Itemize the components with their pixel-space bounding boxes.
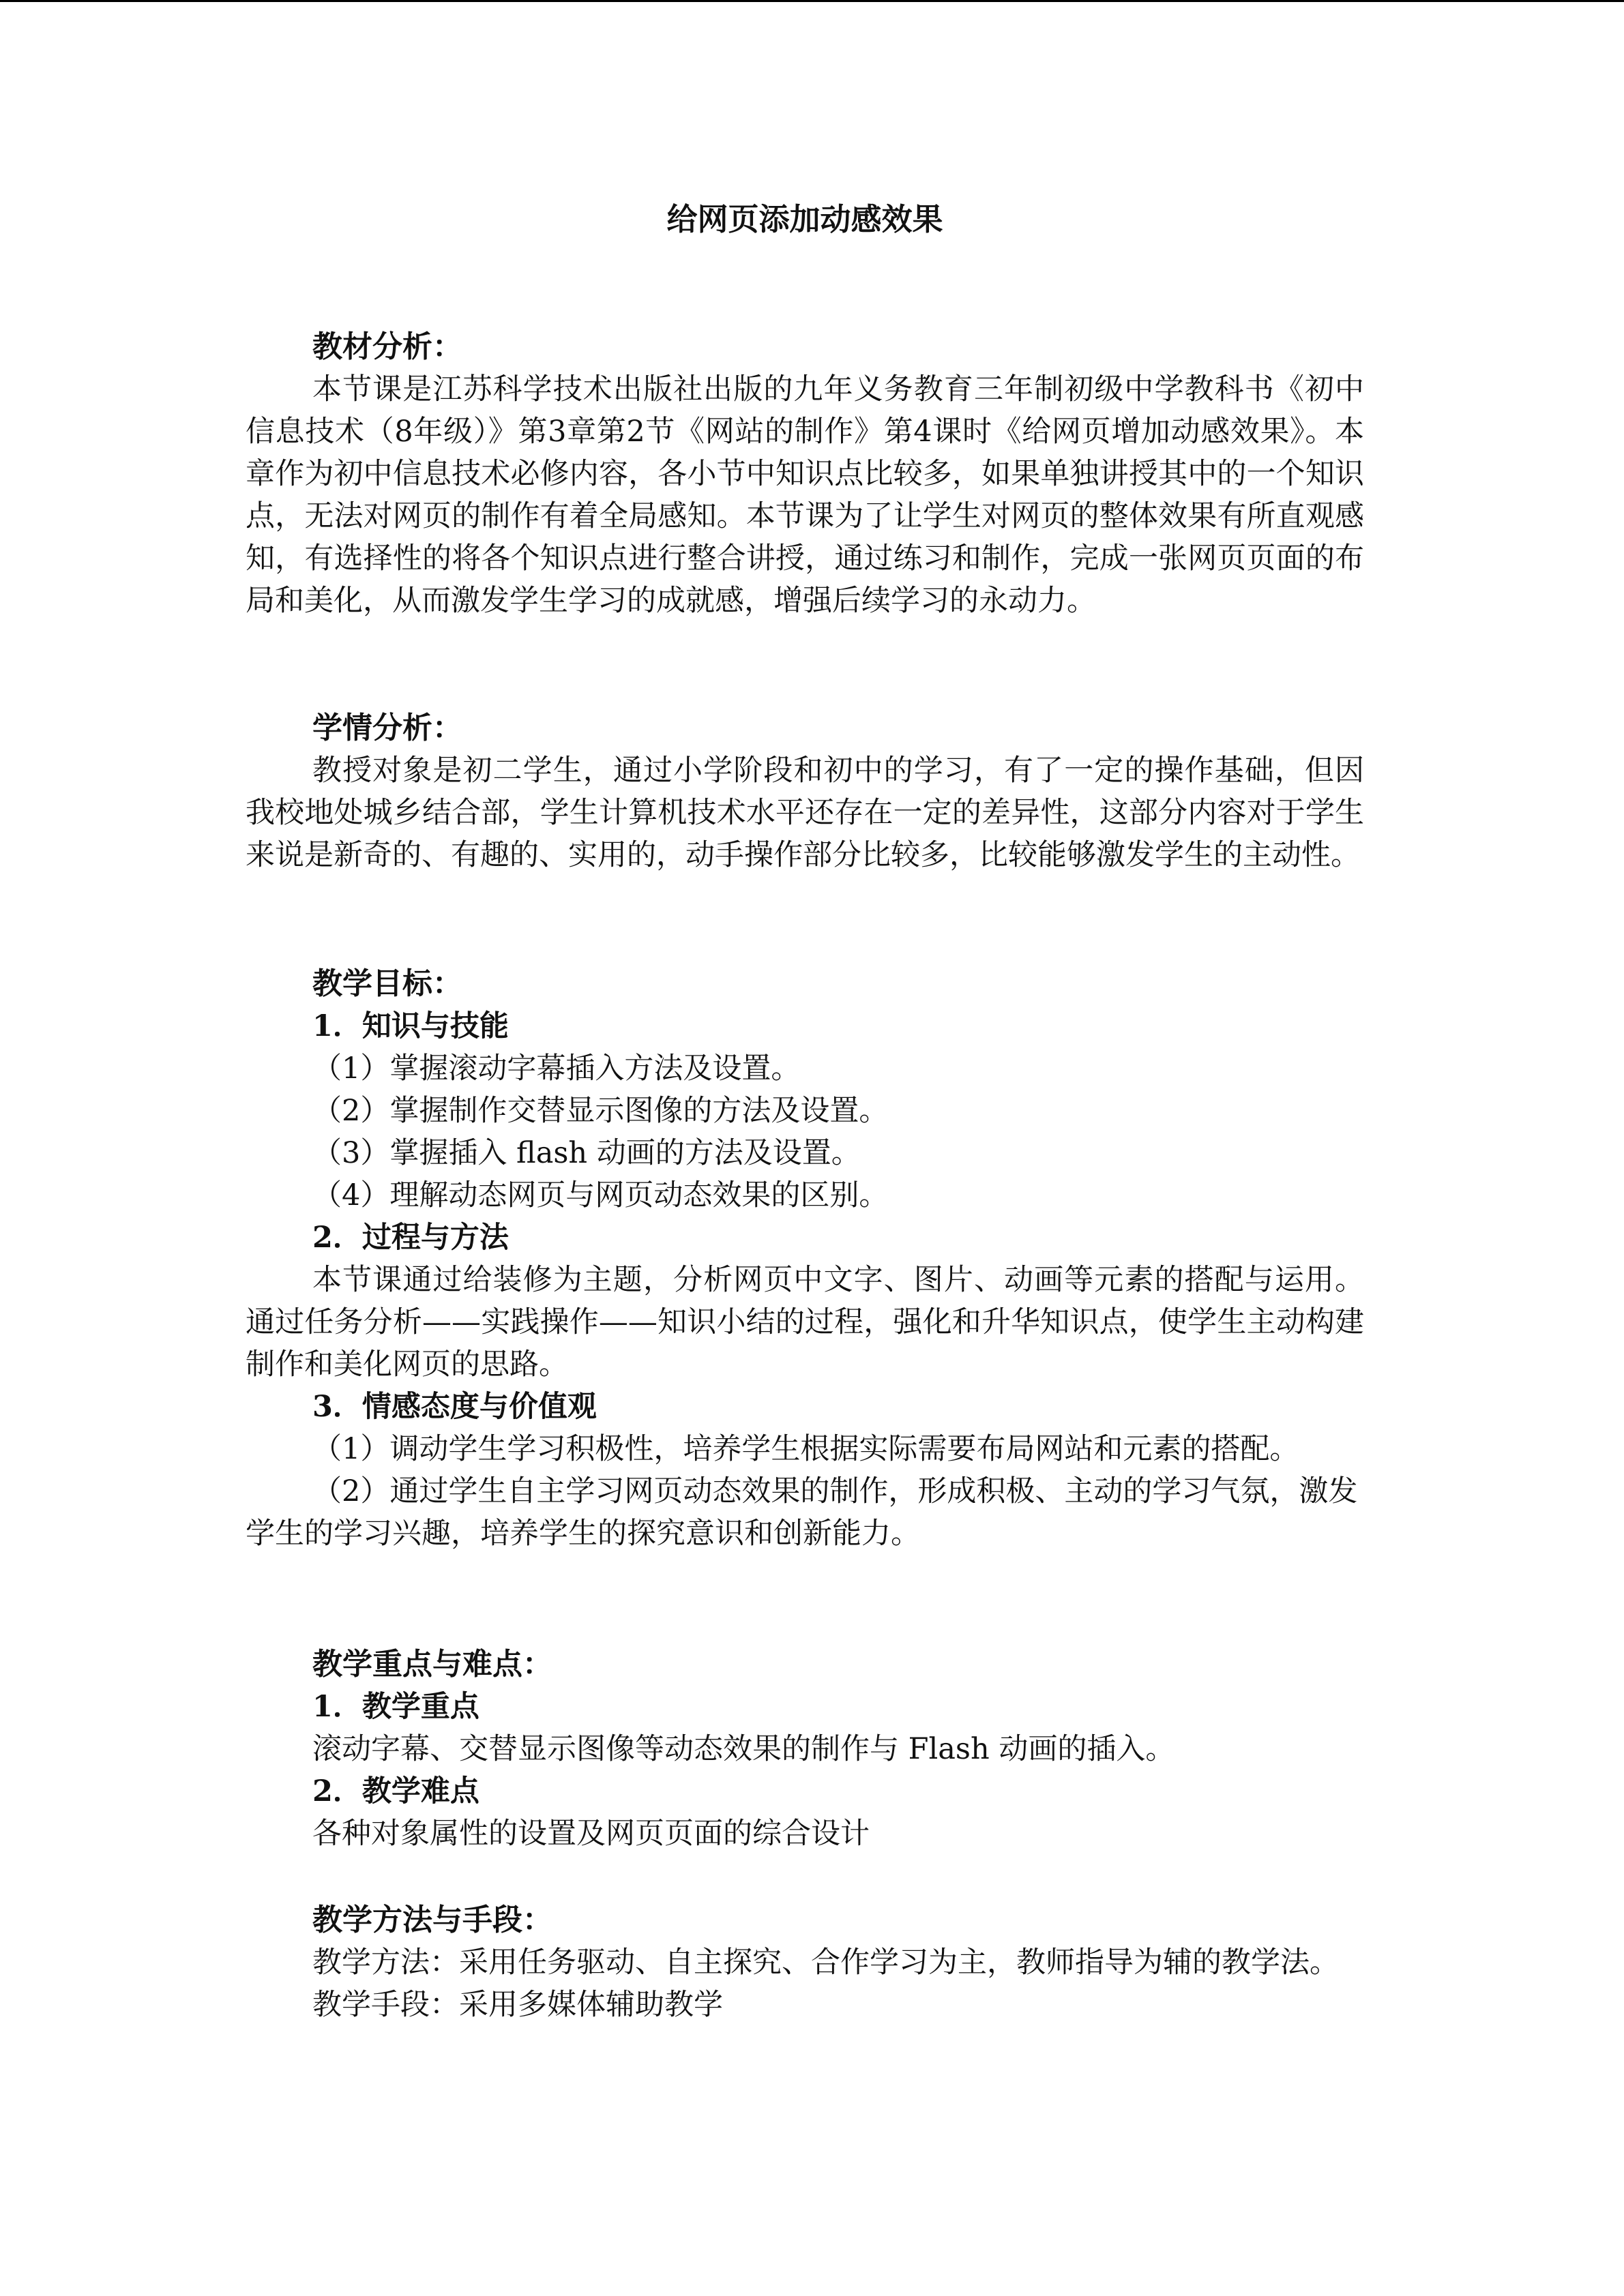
section-paragraph: 本节课是江苏科学技术出版社出版的九年义务教育三年制初级中学教科书《初中信息技术（8年级）》第3章第2节《网站的制作》第4课时《给网页增加动感效果》。本章作为初中信息技术必修内容，各小节中知识点比较多，如果单独讲授其中的一个知识点，无法对网页的制作有着全局感知。本节课为了让学生对网页的整体效果有所直观感知，有选择性的将各个知识点进行整合讲授，通过练习和制作，完成一张网页页面的布局和美化，从而激发学生学习的成就感，增强后续学习的永动力。 <box>246 372 1364 618</box>
list-item: （2）通过学生自主学习网页动态效果的制作，形成积极、主动的学习气氛，激发学生的学习兴趣，培养学生的探究意识和创新能力。 <box>246 1474 1358 1551</box>
list-item: （1）掌握滚动字幕插入方法及设置。 <box>312 1052 801 1086</box>
top-border-line <box>0 0 1624 2</box>
difficulty-text: 各种对象属性的设置及网页页面的综合设计 <box>312 1817 870 1851</box>
teaching-method-text: 教学方法：采用任务驱动、自主探究、合作学习为主，教师指导为辅的教学法。 <box>312 1945 1339 1980</box>
section-paragraph: 教授对象是初二学生，通过小学阶段和初中的学习，有了一定的操作基础，但因我校地处城乡结合部，学生计算机技术水平还存在一定的差异性，这部分内容对于学生来说是新奇的、有趣的、实用的，动手操作部分比较多，比较能够激发学生的主动性。 <box>246 754 1364 872</box>
key-focus-text: 滚动字幕、交替显示图像等动态效果的制作与 Flash 动画的插入。 <box>312 1732 1175 1766</box>
list-item: （4）理解动态网页与网页动态效果的区别。 <box>312 1178 889 1212</box>
section-material-analysis <box>246 326 1364 622</box>
section-key-points <box>246 1643 1364 1855</box>
section-heading: 教材分析： <box>312 329 462 364</box>
section-heading: 教学重点与难点： <box>312 1647 552 1682</box>
subheading-key-focus: 1．教学重点 <box>312 1690 479 1724</box>
section-student-analysis <box>246 707 1364 876</box>
document-title: 给网页添加动感效果 <box>666 201 943 237</box>
subheading-knowledge-skills: 1．知识与技能 <box>312 1009 509 1043</box>
teaching-means-text: 教学手段：采用多媒体辅助教学 <box>312 1988 723 2022</box>
section-methods <box>246 1899 1364 2026</box>
subheading-attitude-values: 3．情感态度与价值观 <box>312 1390 597 1424</box>
subheading-process-method: 2．过程与方法 <box>312 1221 509 1255</box>
section-heading: 教学目标： <box>312 966 462 1001</box>
list-item: （2）掌握制作交替显示图像的方法及设置。 <box>312 1094 889 1128</box>
subheading-difficulty: 2．教学难点 <box>312 1774 479 1808</box>
section-heading: 教学方法与手段： <box>312 1903 552 1937</box>
section-teaching-goals <box>246 963 1364 1555</box>
section-paragraph: 本节课通过给装修为主题，分析网页中文字、图片、动画等元素的搭配与运用。通过任务分析——实践操作——知识小结的过程，强化和升华知识点，使学生主动构建制作和美化网页的思路。 <box>246 1263 1364 1382</box>
list-item: （1）调动学生学习积极性，培养学生根据实际需要布局网站和元素的搭配。 <box>312 1432 1299 1466</box>
list-item: （3）掌握插入 flash 动画的方法及设置。 <box>312 1136 861 1170</box>
section-heading: 学情分析： <box>312 711 462 745</box>
